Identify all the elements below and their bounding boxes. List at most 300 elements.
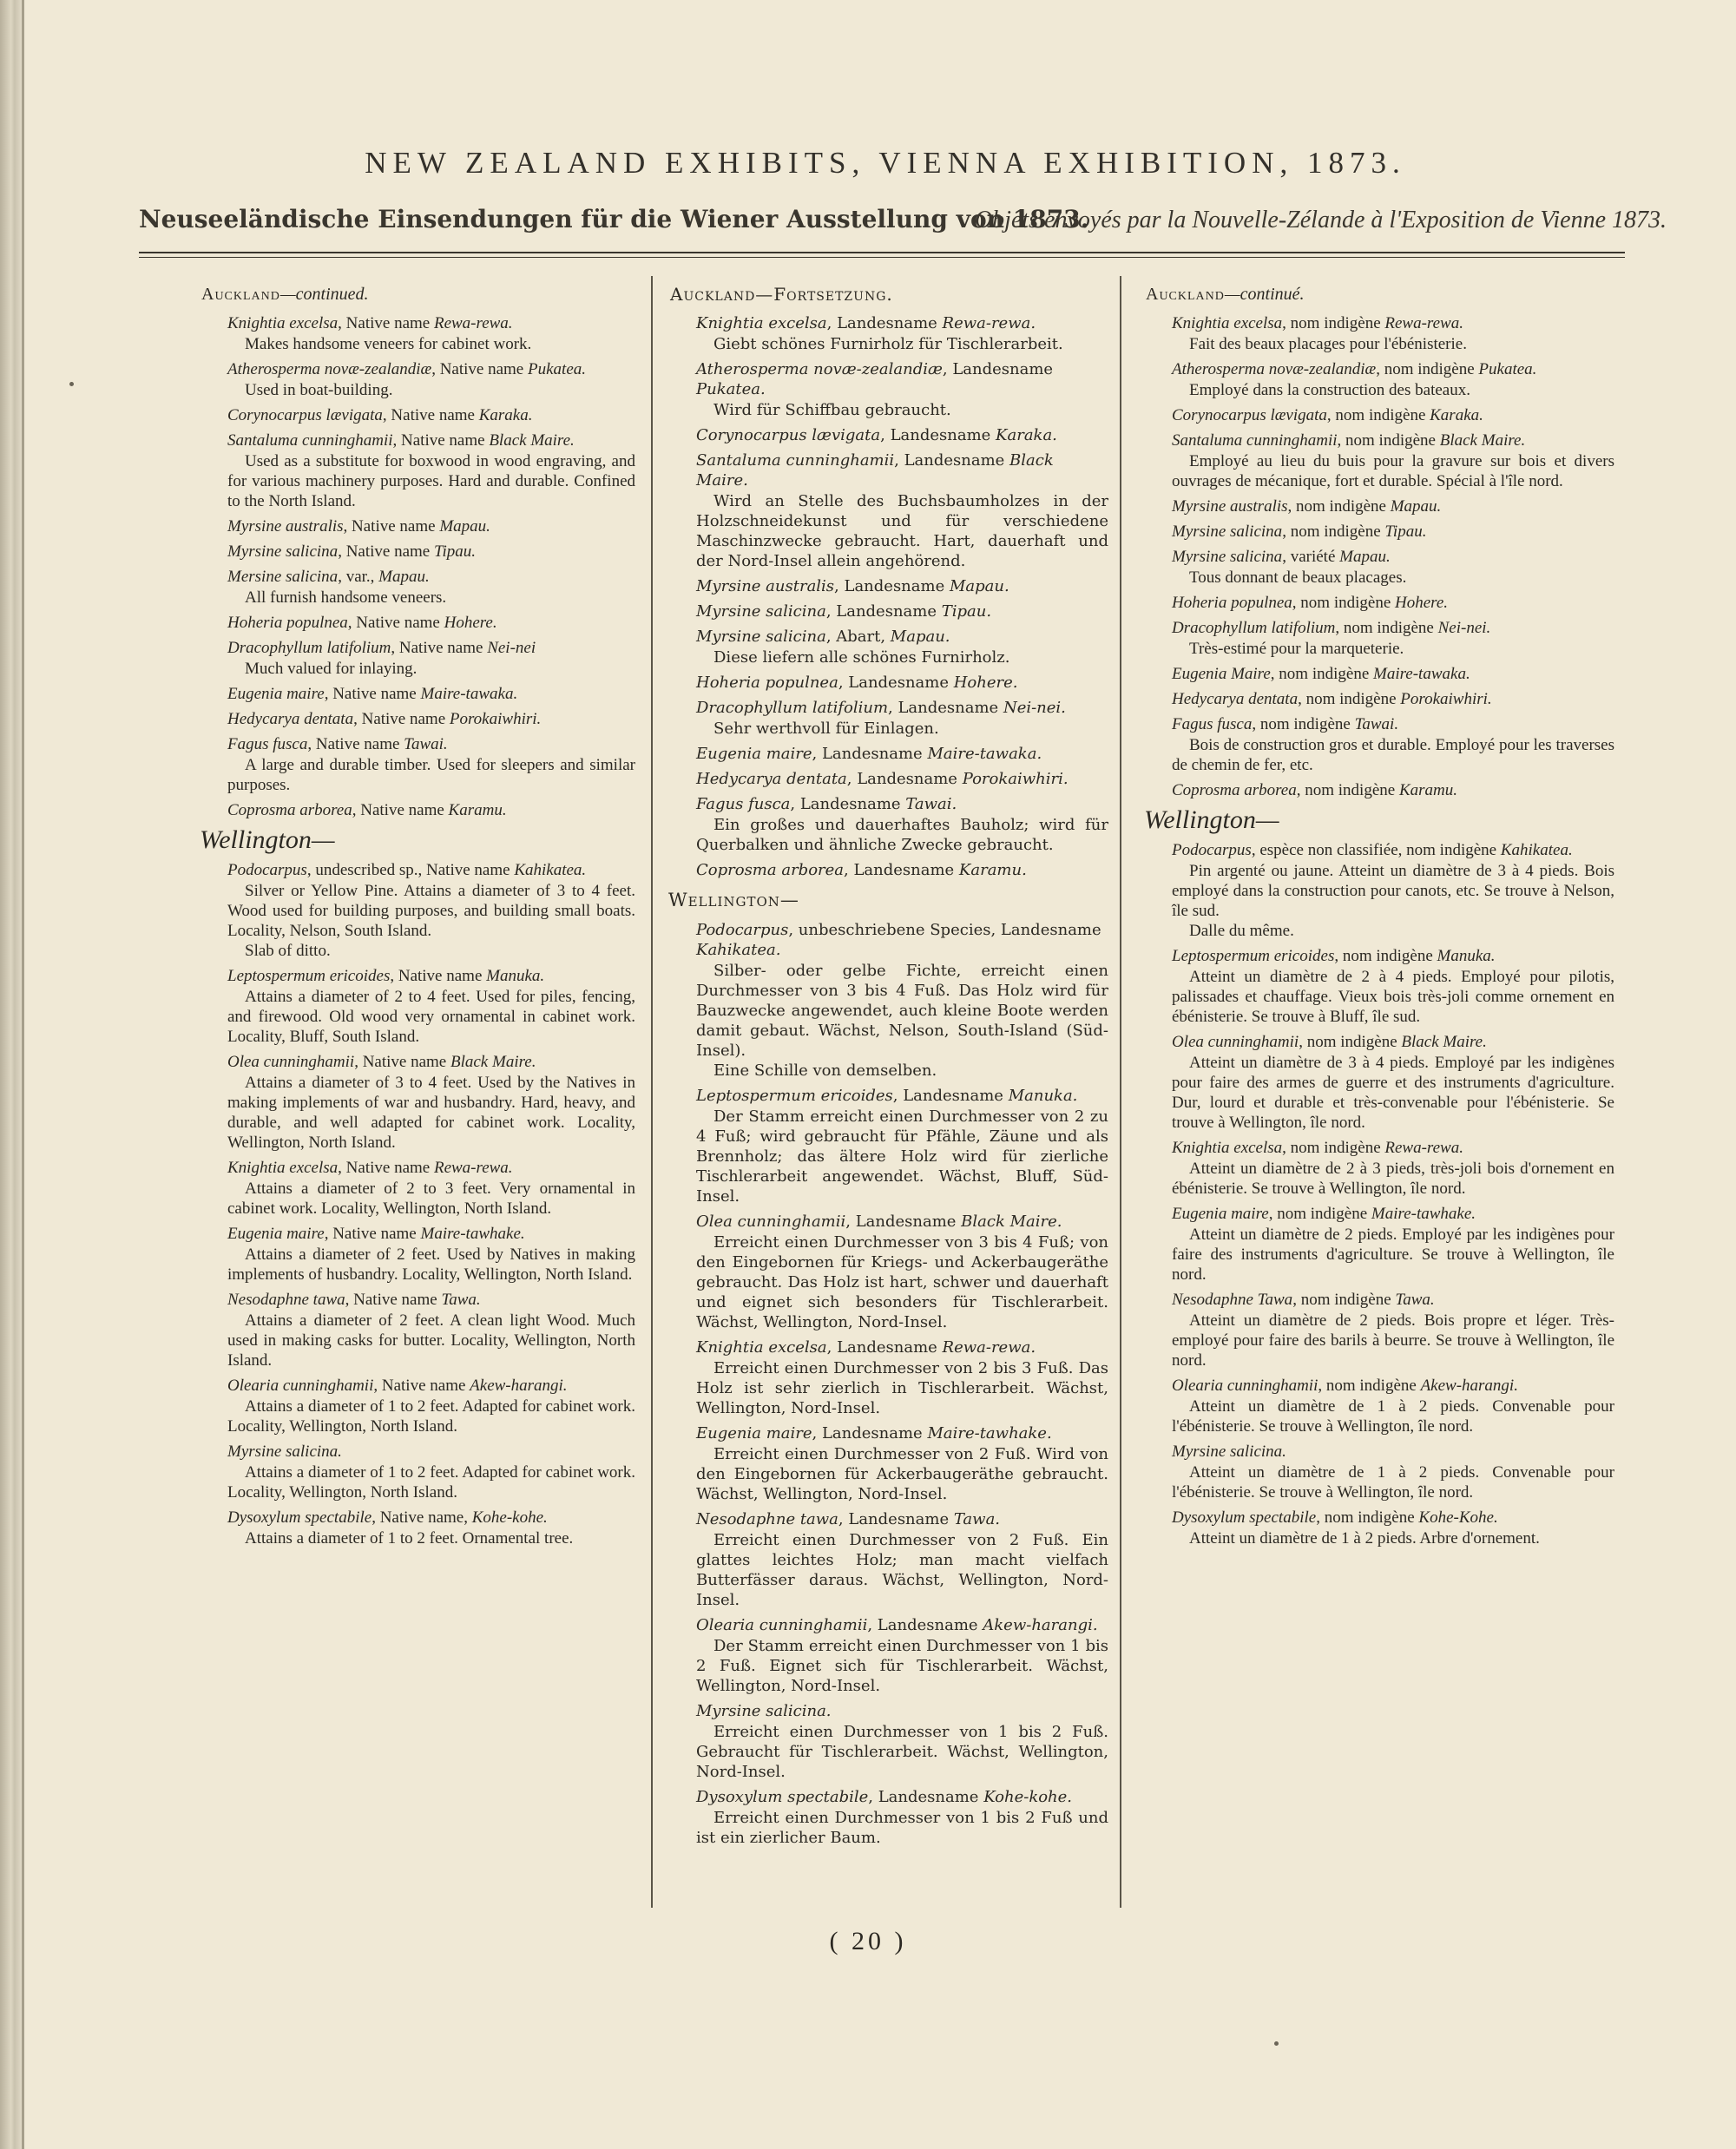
name-label: , Landesname: [892, 1087, 1009, 1105]
species-heading: [670, 1787, 1108, 1807]
species-name: Corynocarpus lævigata: [696, 426, 881, 444]
species-heading: [201, 405, 635, 425]
species-name: Myrsine salicina: [696, 628, 826, 646]
species-entry: [201, 313, 635, 354]
species-entry: [1146, 313, 1614, 354]
species-entry: [201, 516, 635, 536]
species-heading: [670, 576, 1108, 596]
species-heading: [201, 800, 635, 820]
species-name: Knightia excelsa: [1172, 1139, 1283, 1157]
species-heading: [1146, 522, 1614, 542]
native-name: Pukatea.: [1478, 360, 1537, 378]
species-description: Atteint un diamètre de 1 à 2 pieds. Convenable pour l'ébénisterie. Se trouve à Wellington, île nord.: [1172, 1463, 1614, 1502]
species-heading: [1146, 840, 1614, 860]
species-description: Silber- oder gelbe Fichte, erreicht einen Durchmesser von 3 bis 4 Fuß. Das Holz wird für Bauzwecke angewendet, auch kleine Boote werden damit gebaut. Wächst, Nelson, South-Island (Süd-Insel).: [696, 962, 1108, 1060]
name-label: , Native name: [354, 1053, 450, 1071]
species-name: Hedycarya dentata: [696, 770, 847, 788]
species-entry: [201, 405, 635, 425]
species-description: Attains a diameter of 2 to 3 feet. Very ornamental in cabinet work. Locality, Wellington, North Island.: [227, 1180, 635, 1218]
native-name: Maire-tawaka.: [1373, 665, 1470, 683]
auckland-list: [670, 313, 1108, 880]
name-label: , nom indigène: [1334, 947, 1437, 965]
name-label: , nom indigène: [1270, 665, 1373, 683]
native-name: Kohe-kohe.: [983, 1788, 1073, 1806]
species-heading: [1146, 1376, 1614, 1396]
native-name: Maire-tawhake.: [927, 1424, 1052, 1443]
species-name: Nesodaphne tawa: [227, 1291, 345, 1309]
species-description: Bois de construction gros et durable. Employé pour les traverses de chemin de fer, etc.: [1172, 736, 1614, 774]
species-entry: [201, 709, 635, 729]
native-name: Kahikatea.: [696, 941, 781, 959]
name-label: , Landesname: [846, 770, 963, 788]
species-name: Knightia excelsa: [696, 314, 827, 332]
column-divider: [1120, 276, 1121, 1908]
species-name: Coprosma arborea: [1172, 781, 1297, 799]
name-label: , Landesname: [845, 1213, 962, 1231]
native-name: Rewa-rewa.: [433, 314, 513, 332]
species-name: Leptospermum ericoides: [696, 1087, 893, 1105]
species-entry: [1146, 840, 1614, 941]
page-title: NEW ZEALAND EXHIBITS, VIENNA EXHIBITION, 1873.: [365, 146, 1406, 180]
species-name: Mersine salicina: [227, 568, 339, 586]
species-entry: [201, 1508, 635, 1548]
native-name: Nei-nei: [487, 639, 536, 657]
species-description: Attains a diameter of 3 to 4 feet. Used by the Natives in making implements of war and husbandry. Hard, heavy, and durable, and well adapted for cabinet work. Locality, Wellington, North Island.: [227, 1074, 635, 1152]
name-label: , Abart,: [825, 628, 891, 646]
column-divider: [651, 276, 653, 1908]
species-name: Myrsine salicina: [227, 542, 339, 561]
species-name: Myrsine australis: [1172, 497, 1288, 516]
name-label: , Native name: [353, 710, 450, 728]
species-name: Nesodaphne Tawa: [1172, 1291, 1293, 1309]
region-heading: Wellington—: [668, 890, 799, 910]
species-entry: [201, 1290, 635, 1370]
species-heading: [1146, 496, 1614, 516]
species-entry: [670, 1787, 1108, 1848]
species-heading: [1146, 359, 1614, 379]
wellington-list: [670, 920, 1108, 1848]
species-heading: [1146, 430, 1614, 450]
name-label: , Native name: [343, 517, 440, 536]
species-heading: [670, 1615, 1108, 1635]
species-name: Hedycarya dentata: [227, 710, 354, 728]
native-name: Akew-harangi.: [470, 1377, 568, 1395]
species-name: Atherosperma novæ-zealandiæ: [1172, 360, 1377, 378]
native-name: Karamu.: [448, 801, 507, 819]
species-description: Très-estimé pour la marqueterie.: [1189, 640, 1404, 658]
species-name: Podocarpus: [696, 921, 789, 939]
species-name: Knightia excelsa: [1172, 314, 1283, 332]
species-name: Fagus fusca: [696, 795, 791, 813]
name-label: , Landesname: [894, 451, 1010, 470]
name-label: , Landesname: [867, 1616, 983, 1634]
native-name: Tawa.: [441, 1291, 481, 1309]
species-name: Hoheria populnea: [227, 614, 348, 632]
native-name: Black Maire.: [961, 1213, 1062, 1231]
species-description: All furnish handsome veneers.: [245, 588, 447, 607]
species-entry: [670, 313, 1108, 354]
species-heading: [201, 1290, 635, 1310]
species-heading: [670, 359, 1108, 399]
name-label: , nom indigène: [1282, 1139, 1385, 1157]
species-name: Dracophyllum latifolium: [696, 699, 889, 717]
species-heading: [201, 1158, 635, 1178]
species-heading: [201, 430, 635, 450]
species-note: Slab of ditto.: [245, 942, 331, 960]
species-heading: [201, 860, 635, 880]
species-heading: [1146, 1138, 1614, 1158]
species-entry: [670, 1701, 1108, 1782]
species-description: Atteint un diamètre de 2 à 4 pieds. Employé pour pilotis, palissades et chauffage. Vieux bois très-joli comme ornement en ébénisterie. Se trouve à Bluff, île sud.: [1172, 968, 1614, 1026]
native-name: Manuka.: [1437, 947, 1496, 965]
species-name: Leptospermum ericoides: [227, 967, 391, 985]
name-label: , var.,: [338, 568, 379, 586]
species-entry: [670, 1615, 1108, 1696]
species-heading: [1146, 593, 1614, 613]
species-heading: [670, 769, 1108, 789]
species-name: Fagus fusca: [1172, 715, 1253, 733]
species-name: Myrsine australis: [696, 577, 835, 595]
species-name: Dysoxylum spectabile: [1172, 1508, 1317, 1527]
species-heading: [670, 794, 1108, 814]
name-label: , nom indigène: [1326, 406, 1430, 424]
species-entry: [670, 1337, 1108, 1418]
species-heading: [1146, 405, 1614, 425]
species-description: Erreicht einen Durchmesser von 2 Fuß. Ein glattes leichtes Holz; man macht vielfach Butterfässer daraus. Wächst, Wellington, Nord-Insel.: [696, 1531, 1108, 1609]
species-description: Atteint un diamètre de 2 à 3 pieds, très-joli bois d'ornement en ébénisterie. Se trouve à Wellington, île nord.: [1172, 1160, 1614, 1198]
native-name: Rewa-rewa.: [1384, 1139, 1463, 1157]
species-description: Fait des beaux placages pour l'ébénisterie.: [1189, 335, 1467, 353]
species-heading: [201, 734, 635, 754]
species-heading: [201, 542, 635, 562]
name-label: , Landesname: [826, 1338, 943, 1357]
species-name: Hoheria populnea: [1172, 594, 1292, 612]
native-name: Pukatea.: [528, 360, 587, 378]
species-name: Santaluma cunninghamii: [696, 451, 895, 470]
species-name: Eugenia maire: [227, 685, 325, 703]
species-entry: [1146, 496, 1614, 516]
species-description: Sehr werthvoll für Einlagen.: [713, 720, 939, 738]
auckland-list: [201, 313, 635, 820]
species-description: Giebt schönes Furnirholz für Tischlerarbeit.: [713, 335, 1063, 353]
subtitle-french: Objets envoyés par la Nouvelle-Zélande à l'Exposition de Vienne 1873.: [974, 207, 1667, 233]
native-name: Mapau.: [439, 517, 490, 536]
species-name: Olea cunninghamii: [227, 1053, 355, 1071]
native-name: Manuka.: [1008, 1087, 1078, 1105]
species-name: Myrsine salicina: [1172, 522, 1283, 541]
species-entry: [670, 450, 1108, 571]
species-note: Eine Schille von demselben.: [713, 1061, 937, 1080]
name-label: , Native name: [392, 431, 490, 450]
section-heading: Auckland—continued.: [201, 285, 369, 304]
species-description: Tous donnant de beaux placages.: [1189, 568, 1407, 587]
species-heading: [201, 1052, 635, 1072]
species-entry: [670, 425, 1108, 445]
name-label: , Native name: [391, 639, 488, 657]
species-name: Podocarpus: [227, 861, 307, 879]
species-description: Erreicht einen Durchmesser von 1 bis 2 Fuß und ist ein zierlicher Baum.: [696, 1809, 1108, 1847]
species-name: Myrsine salicina.: [696, 1702, 832, 1720]
species-heading: [1146, 313, 1614, 333]
native-name: Tawai.: [404, 735, 448, 753]
species-heading: [670, 920, 1108, 960]
name-label: , nom indigène: [1282, 314, 1385, 332]
species-description: Pin argenté ou jaune. Atteint un diamètre de 3 à 4 pieds. Bois employé dans la construction pour canots, etc. Se trouve à Nelson, île sud.: [1172, 862, 1614, 920]
native-name: Black Maire.: [489, 431, 575, 450]
species-entry: [1146, 522, 1614, 542]
species-heading: [670, 1086, 1108, 1106]
name-label: , Native name: [382, 406, 479, 424]
native-name: Karaka.: [1430, 406, 1483, 424]
species-entry: [1146, 1508, 1614, 1548]
native-name: Hohere.: [1395, 594, 1449, 612]
species-heading: [670, 1337, 1108, 1357]
name-label: , Native name: [345, 1291, 442, 1309]
species-heading: [201, 613, 635, 633]
species-name: Eugenia Maire: [1172, 665, 1271, 683]
species-heading: [670, 744, 1108, 764]
name-label: , nom indigène: [1318, 1377, 1421, 1395]
species-entry: [670, 1212, 1108, 1332]
species-entry: [670, 860, 1108, 880]
name-label: , Native name: [324, 1225, 421, 1243]
name-label: , Native name,: [372, 1508, 472, 1527]
subtitle-german: Neuseeländische Einsendungen für die Wiener Ausstellung von 1873.: [139, 205, 1089, 233]
species-description: Much valued for inlaying.: [245, 660, 418, 678]
name-label: , Landesname: [838, 1510, 954, 1528]
species-heading: [201, 567, 635, 587]
species-name: Olearia cunninghamii: [227, 1377, 374, 1395]
species-heading: [201, 1442, 635, 1462]
species-description: Attains a diameter of 1 to 2 feet. Ornamental tree.: [245, 1529, 574, 1548]
name-label: , Native name: [307, 735, 404, 753]
species-entry: [1146, 1138, 1614, 1199]
species-heading: [670, 673, 1108, 693]
name-label: , Native name: [347, 614, 444, 632]
species-entry: [670, 744, 1108, 764]
native-name: Tawa.: [1395, 1291, 1435, 1309]
wellington-list: [201, 860, 635, 1548]
species-entry: [670, 1086, 1108, 1206]
name-label: , nom indigène: [1376, 360, 1479, 378]
species-heading: [670, 425, 1108, 445]
species-heading: [1146, 1508, 1614, 1528]
species-description: Atteint un diamètre de 1 à 2 pieds. Convenable pour l'ébénisterie. Se trouve à Wellington, île nord.: [1172, 1397, 1614, 1436]
page-number: ( 20 ): [829, 1927, 907, 1955]
name-label: , Native name: [324, 685, 421, 703]
native-name: Akew-harangi.: [983, 1616, 1098, 1634]
species-entry: [201, 1052, 635, 1153]
species-heading: [201, 966, 635, 986]
species-name: Dysoxylum spectabile: [696, 1788, 869, 1806]
species-description: Atteint un diamètre de 2 pieds. Employé par les indigènes pour faire des instruments d'agriculture. Se trouve à Wellington, île nord.: [1172, 1226, 1614, 1284]
species-name: Myrsine salicina: [696, 602, 826, 621]
native-name: Karaka.: [478, 406, 533, 424]
region-heading: Wellington—: [1144, 805, 1279, 834]
native-name: Maire-tawhake.: [420, 1225, 525, 1243]
species-entry: [670, 769, 1108, 789]
name-label: , Native name: [338, 314, 434, 332]
species-entry: [1146, 1204, 1614, 1285]
name-label: , nom indigène: [1252, 715, 1355, 733]
paper-speck: [69, 382, 74, 386]
species-entry: [201, 734, 635, 795]
species-name: Knightia excelsa: [227, 1159, 339, 1177]
native-name: Hohere.: [444, 614, 497, 632]
species-heading: [1146, 1442, 1614, 1462]
native-name: Rewa-rewa.: [942, 314, 1036, 332]
species-entry: [1146, 547, 1614, 588]
native-name: Pukatea.: [696, 380, 766, 398]
native-name: Porokaiwhiri.: [449, 710, 542, 728]
species-entry: [201, 860, 635, 961]
species-heading: [670, 1212, 1108, 1232]
species-name: Myrsine salicina.: [227, 1443, 342, 1461]
native-name: Tawa.: [953, 1510, 1001, 1528]
species-name: Coprosma arborea: [227, 801, 352, 819]
native-name: Kahikatea.: [1500, 841, 1573, 859]
species-name: Olearia cunninghamii: [1172, 1377, 1318, 1395]
native-name: Kahikatea.: [514, 861, 587, 879]
species-description: Erreicht einen Durchmesser von 3 bis 4 Fuß; von den Eingebornen für Kriegs- und Ackerbaugeräthe gebraucht. Das Holz ist hart, schwer und dauerhaft und eignet sich besonders für Tischlerarbeit. Wächst, Wellington, Nord-Insel.: [696, 1233, 1108, 1331]
paper-speck: [1274, 2041, 1279, 2046]
name-label: , Landesname: [812, 745, 928, 763]
species-description: Der Stamm erreicht einen Durchmesser von 1 bis 2 Fuß. Eignet sich für Tischlerarbeit. Wächst, Wellington, Nord-Insel.: [696, 1637, 1108, 1695]
species-name: Eugenia maire: [696, 745, 812, 763]
section-heading: Auckland—continué.: [1146, 285, 1305, 304]
species-description: Attains a diameter of 2 to 4 feet. Used for piles, fencing, and firewood. Old wood very ornamental in cabinet work. Locality, Bluff, South Island.: [227, 988, 635, 1046]
native-name: Tipau.: [433, 542, 477, 561]
species-description: Erreicht einen Durchmesser von 2 Fuß. Wird von den Eingebornen für Ackerbaugeräthe gebraucht. Wächst, Wellington, Nord-Insel.: [696, 1445, 1108, 1503]
species-name: Knightia excelsa: [227, 314, 339, 332]
species-description: Erreicht einen Durchmesser von 1 bis 2 Fuß. Gebraucht für Tischlerarbeit. Wächst, Wellington, Nord-Insel.: [696, 1723, 1108, 1781]
species-name: Fagus fusca: [227, 735, 308, 753]
species-description: Attains a diameter of 2 feet. Used by Natives in making implements of husbandry. Locality, Wellington, North Island.: [227, 1245, 635, 1284]
species-entry: [1146, 593, 1614, 613]
species-entry: [201, 613, 635, 633]
name-label: , espèce non classifiée, nom indigène: [1251, 841, 1501, 859]
species-name: Myrsine salicina: [1172, 548, 1283, 566]
species-name: Hoheria populnea: [696, 674, 838, 692]
species-description: Attains a diameter of 2 feet. A clean light Wood. Much used in making casks for butter. Locality, Wellington, North Island.: [227, 1311, 635, 1370]
species-heading: [670, 601, 1108, 621]
native-name: Black Maire.: [1401, 1033, 1487, 1051]
column-german: [670, 285, 1108, 1853]
species-heading: [670, 860, 1108, 880]
species-heading: [1146, 1204, 1614, 1224]
species-name: Eugenia maire: [696, 1424, 812, 1443]
species-name: Dysoxylum spectabile: [227, 1508, 372, 1527]
native-name: Nei-nei.: [1003, 699, 1066, 717]
species-entry: [670, 920, 1108, 1081]
native-name: Porokaiwhiri.: [962, 770, 1069, 788]
native-name: Tipau.: [1384, 522, 1427, 541]
species-entry: [201, 430, 635, 511]
species-heading: [670, 698, 1108, 718]
species-name: Santaluma cunninghamii: [1172, 431, 1338, 450]
species-description: Atteint un diamètre de 3 à 4 pieds. Employé par les indigènes pour faire des armes de guerre et des instruments d'agriculture. Dur, lourd et durable et très-convenable pour l'ébénisterie. Se trouve à Wellington, île nord.: [1172, 1054, 1614, 1132]
species-entry: [201, 638, 635, 679]
species-description: Atteint un diamètre de 1 à 2 pieds. Arbre d'ornement.: [1189, 1529, 1540, 1548]
native-name: Porokaiwhiri.: [1400, 690, 1492, 708]
species-entry: [670, 698, 1108, 739]
species-heading: [670, 627, 1108, 647]
native-name: Rewa-rewa.: [942, 1338, 1036, 1357]
native-name: Tipau.: [941, 602, 992, 621]
name-label: , nom indigène: [1292, 594, 1395, 612]
name-label: , nom indigène: [1298, 690, 1401, 708]
species-heading: [201, 1508, 635, 1528]
species-heading: [201, 313, 635, 333]
species-heading: [1146, 1290, 1614, 1310]
native-name: Mapau.: [890, 628, 950, 646]
species-heading: [1146, 689, 1614, 709]
species-entry: [670, 576, 1108, 596]
species-entry: [201, 1442, 635, 1502]
name-label: , Landesname: [790, 795, 906, 813]
species-name: Leptospermum ericoides: [1172, 947, 1335, 965]
name-label: , Landesname: [880, 426, 996, 444]
species-heading: [670, 1423, 1108, 1443]
column-english: [201, 285, 635, 1554]
species-heading: [1146, 714, 1614, 734]
species-entry: [201, 567, 635, 608]
species-name: Coprosma arborea: [696, 861, 845, 879]
species-entry: [1146, 1290, 1614, 1370]
species-name: Nesodaphne tawa: [696, 1510, 838, 1528]
species-entry: [201, 1158, 635, 1219]
native-name: Akew-harangi.: [1420, 1377, 1518, 1395]
species-name: Podocarpus: [1172, 841, 1252, 859]
native-name: Maire-tawaka.: [420, 685, 518, 703]
native-name: Karamu.: [958, 861, 1027, 879]
native-name: Rewa-rewa.: [433, 1159, 513, 1177]
native-name: Maire-tawhake.: [1371, 1205, 1476, 1223]
native-name: Mapau.: [949, 577, 1009, 595]
name-label: , Native name: [431, 360, 528, 378]
species-heading: [1146, 780, 1614, 800]
species-heading: [1146, 664, 1614, 684]
species-name: Olea cunninghamii: [696, 1213, 846, 1231]
section-heading: Auckland—Fortsetzung.: [670, 284, 893, 305]
native-name: Black Maire.: [450, 1053, 536, 1071]
species-heading: [201, 516, 635, 536]
species-name: Atherosperma novæ-zealandiæ: [227, 360, 432, 378]
species-heading: [1146, 1032, 1614, 1052]
name-label: , Landesname: [844, 861, 959, 879]
species-note: Dalle du même.: [1189, 922, 1294, 940]
species-heading: [670, 450, 1108, 490]
name-label: , unbeschriebene Species, Landesname: [788, 921, 1101, 939]
auckland-list: [1146, 313, 1614, 800]
name-label: , nom indigène: [1268, 1205, 1371, 1223]
species-description: Attains a diameter of 1 to 2 feet. Adapted for cabinet work. Locality, Wellington, North Island.: [227, 1463, 635, 1502]
species-description: Wird an Stelle des Buchsbaumholzes in der Holzschneidekunst und für verschiedene Maschinzwecke gebraucht. Hart, dauerhaft und der Nord-Insel allein angehörend.: [696, 492, 1108, 570]
name-label: , Native name: [390, 967, 487, 985]
header-rule-thin: [139, 257, 1625, 258]
column-french: [1146, 285, 1614, 1554]
name-label: , variété: [1282, 548, 1340, 566]
native-name: Tawai.: [1354, 715, 1399, 733]
book-binding: [0, 0, 24, 2149]
species-entry: [201, 542, 635, 562]
species-entry: [1146, 359, 1614, 400]
species-name: Myrsine salicina.: [1172, 1443, 1286, 1461]
species-entry: [670, 601, 1108, 621]
species-entry: [1146, 664, 1614, 684]
name-label: , nom indigène: [1316, 1508, 1419, 1527]
native-name: Hohere.: [953, 674, 1018, 692]
